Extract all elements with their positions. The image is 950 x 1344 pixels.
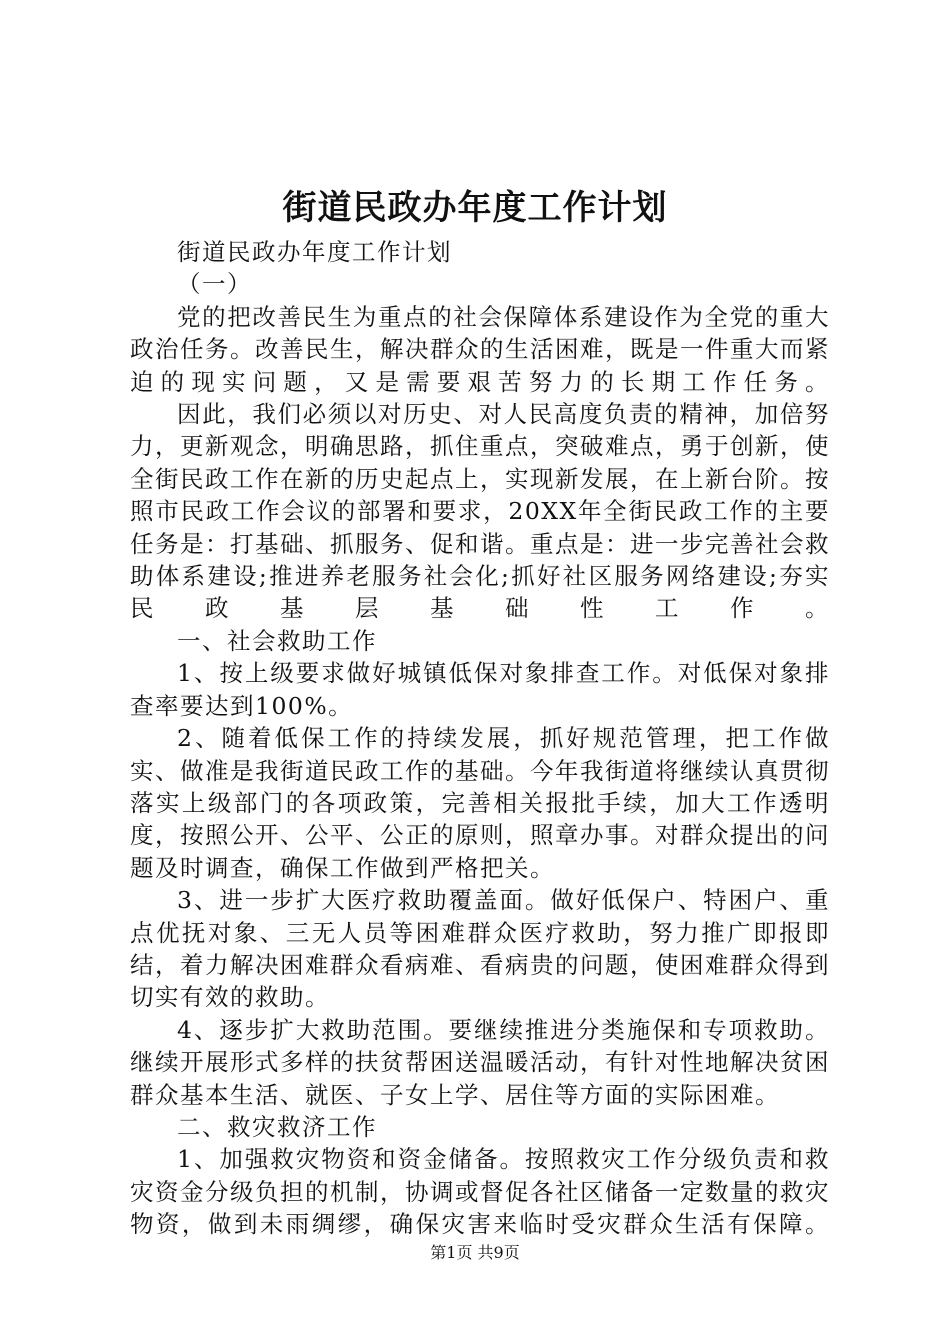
section-heading-disaster-relief: 二、救灾救济工作 [177, 1112, 377, 1141]
body-paragraph-intro: 党的把改善民生为重点的社会保障体系建设作为全党的重大政治任务。改善民生，解决群众的生活困难，既是一件重大而紧迫的现实问题，又是需要艰苦努力的长期工作任务。 [130, 302, 830, 396]
list-item-4: 4、逐步扩大救助范围。要继续推进分类施保和专项救助。继续开展形式多样的扶贫帮困送温暖活动，有针对性地解决贫困群众基本生活、就医、子女上学、居住等方面的实际困难。 [130, 1015, 830, 1109]
document-title: 街道民政办年度工作计划 [282, 188, 668, 228]
body-heading-repeat: 街道民政办年度工作计划 [177, 238, 452, 266]
section-number: （一） [177, 270, 252, 299]
page-number-footer: 第1页 共9页 [430, 1243, 520, 1262]
section-heading-social-assistance: 一、社会救助工作 [177, 626, 377, 655]
list-item-3: 3、进一步扩大医疗救助覆盖面。做好低保户、特困户、重点优抚对象、三无人员等困难群众医疗救助，努力推广即报即结，着力解决困难群众看病难、看病贵的问题，使困难群众得到切实有效的救助。 [130, 886, 830, 1012]
list-item-relief-1: 1、加强救灾物资和资金储备。按照救灾工作分级负责和救灾资金分级负担的机制，协调或督促各社区储备一定数量的救灾物资，做到未雨绸缪，确保灾害来临时受灾群众生活有保障。 [130, 1145, 830, 1239]
list-item-2: 2、随着低保工作的持续发展，抓好规范管理，把工作做实、做准是我街道民政工作的基础。今年我街道将继续认真贯彻落实上级部门的各项政策，完善相关报批手续，加大工作透明度，按照公开、公平、公正的原则，照章办事。对群众提出的问题及时调查，确保工作做到严格把关。 [130, 724, 830, 882]
document-body [130, 236, 830, 1241]
list-item-1: 1、按上级要求做好城镇低保对象排查工作。对低保对象排查率要达到100%。 [130, 659, 830, 720]
body-paragraph-tasks: 因此，我们必须以对历史、对人民高度负责的精神，加倍努力，更新观念，明确思路，抓住重点，突破难点，勇于创新，使全街民政工作在新的历史起点上，实现新发展，在上新台阶。按照市民政工作会议的部署和要求，20XX年全街民政工作的主要任务是：打基础、抓服务、促和谐。重点是：进一步完善社会救助体系建设;推进养老服务社会化;抓好社区服务网络建设;夯实民政基层基础性工作。 [130, 400, 830, 623]
